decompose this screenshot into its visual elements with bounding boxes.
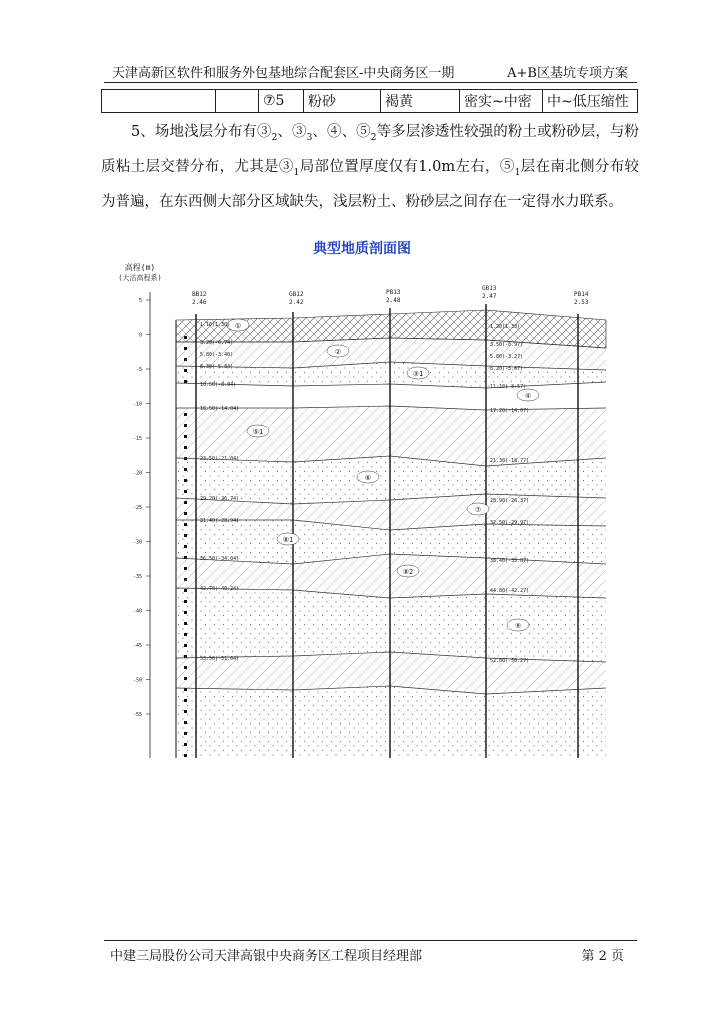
header-rule (104, 82, 637, 83)
depth-label: 21.30(-18.77) (490, 458, 530, 464)
axis-tick-label: -35 (132, 574, 142, 580)
layer-label (227, 319, 249, 331)
layer-label (357, 471, 379, 483)
figure-title: 典型地质剖面图 (313, 241, 411, 257)
layer-label (247, 425, 269, 437)
axis-tick-label: -30 (132, 539, 142, 546)
elevation-axis (118, 262, 161, 758)
layer-label (327, 345, 349, 357)
axis-tick-label: -20 (132, 470, 142, 477)
layer-label-text: ⑧2 (402, 568, 414, 576)
table-cell (102, 90, 216, 113)
axis-tick-label: -40 (132, 608, 142, 615)
stratum-band (176, 686, 606, 758)
table-row (102, 90, 638, 113)
depth-label: 31.40(-28.94) (200, 518, 240, 524)
layer-label-text: ① (234, 322, 242, 330)
depth-label: 42.70(-40.24) (200, 586, 240, 592)
depth-label: 8.20(-5.67) (490, 366, 524, 372)
borehole-elevation: 2.47 (482, 293, 497, 300)
axis-label: 高程(m) (124, 263, 156, 272)
layer-label-text: ④ (524, 392, 532, 400)
body-paragraph (101, 118, 639, 217)
axis-tick-label: -50 (132, 677, 142, 684)
table-cell: 褐黄 (381, 90, 460, 113)
axis-tick-label: -15 (132, 436, 142, 442)
borehole-elevation: 2.46 (192, 299, 207, 306)
depth-label: 36.50(-34.04) (200, 556, 240, 562)
para-sub: 3 (306, 132, 313, 143)
table-cell: 密实~中密 (460, 90, 543, 113)
layer-label (397, 565, 419, 577)
para-text: 、④、⑤ (312, 124, 371, 140)
layer-label-text: ⑥ (364, 474, 372, 482)
table-cell: 中~低压缩性 (543, 90, 638, 113)
geologic-section-svg (118, 258, 608, 758)
header-doc-name: A+B区基坑专项方案 (507, 66, 628, 81)
depth-label: 38.40(-35.87) (490, 558, 530, 564)
borehole-id: GB12 (289, 291, 304, 298)
para-sub: 1 (293, 167, 300, 178)
borehole-id: BB12 (192, 291, 207, 298)
stratum-band (176, 588, 606, 662)
layer-label-text: ⑤1 (252, 428, 264, 436)
axis-label: (大沽高程系) (118, 274, 162, 282)
layer-label-text: ② (334, 348, 342, 356)
depth-label: 1.10(1.30) (200, 322, 231, 328)
depth-label: 29.20(-26.74) (200, 496, 240, 502)
borehole-id: PB14 (574, 291, 589, 298)
axis-tick-label: -55 (132, 712, 142, 718)
axis-tick-label: -10 (132, 401, 142, 408)
axis-tick-label: 0 (138, 332, 142, 339)
layer-label-text: ⑧1 (282, 536, 294, 544)
layer-label (507, 619, 529, 631)
page-number: 第 2 页 (581, 949, 624, 964)
layer-label-text: ③1 (412, 370, 424, 378)
depth-label: 16.50(-14.04) (200, 406, 240, 412)
para-sub: 2 (271, 132, 278, 143)
depth-label: 23.50(-21.04) (200, 456, 240, 462)
axis-tick-label: -45 (132, 643, 142, 649)
footer-rule (104, 940, 637, 941)
depth-label: 10.50(-8.04) (200, 382, 237, 388)
axis-tick-label: 5 (138, 298, 142, 304)
borehole-elevation: 2.53 (574, 299, 589, 306)
depth-label: 28.90(-26.37) (490, 498, 530, 504)
section-body (176, 285, 606, 758)
depth-label: 5.80(-3.40) (200, 352, 234, 358)
para-text: 局部位置厚度仅有1.0m左右，⑤ (299, 158, 515, 175)
borehole-elevation: 2.48 (386, 297, 401, 304)
para-text: 层在南北侧分布较为普遍，在东西侧大部分区域缺失，浅层粉土、粉砂层之间存在一定得水力联系。 (101, 158, 640, 210)
layer-label-text: ⑨ (514, 622, 522, 630)
depth-label: 5.80(-3.27) (490, 354, 524, 360)
geologic-section-figure (118, 258, 608, 758)
para-sub: 2 (370, 132, 377, 143)
table-cell: ⑦5 (259, 90, 304, 113)
borehole-id: GB13 (482, 285, 497, 292)
para-text: 、③ (277, 124, 307, 140)
footer-company: 中建三局股份公司天津高银中央商务区工程项目经理部 (110, 949, 423, 964)
header-title: 天津高新区软件和服务外包基地综合配套区-中央商务区一期 (112, 66, 455, 81)
para-text: 等多层渗透性较强的粉土或粉砂层，与粉质粘土层交替分布，尤其是③ (101, 124, 640, 175)
depth-label: 52.80(-50.27) (490, 658, 530, 664)
soil-layer-table (101, 89, 638, 113)
depth-label: 11.10(-8.57) (490, 384, 527, 390)
depth-label: 3.20(-0.74) (200, 340, 234, 346)
depth-label: 32.50(-29.97) (490, 520, 530, 526)
layer-label (277, 533, 299, 545)
table-cell (216, 90, 259, 113)
borehole-elevation: 2.42 (289, 299, 304, 306)
depth-label: 1.20(1.33) (490, 324, 521, 330)
depth-label: 17.20(-14.67) (490, 408, 530, 414)
depth-label: 3.50(-0.97) (490, 342, 524, 348)
borehole-id: PB13 (386, 289, 401, 296)
layer-label-text: ⑦ (474, 506, 482, 514)
para-text: 5、场地浅层分布有③ (131, 124, 272, 140)
axis-tick-label: -5 (135, 367, 142, 373)
layer-label (407, 367, 429, 379)
axis-tick-label: -25 (132, 505, 142, 511)
para-sub: 1 (514, 167, 521, 178)
depth-label: 53.50(-51.04) (200, 656, 240, 662)
table-cell: 粉砂 (304, 90, 381, 113)
depth-label: 44.80(-42.27) (490, 588, 530, 594)
layer-label (467, 503, 489, 515)
depth-label: 8.30(-5.84) (200, 364, 234, 370)
layer-label (517, 389, 539, 401)
